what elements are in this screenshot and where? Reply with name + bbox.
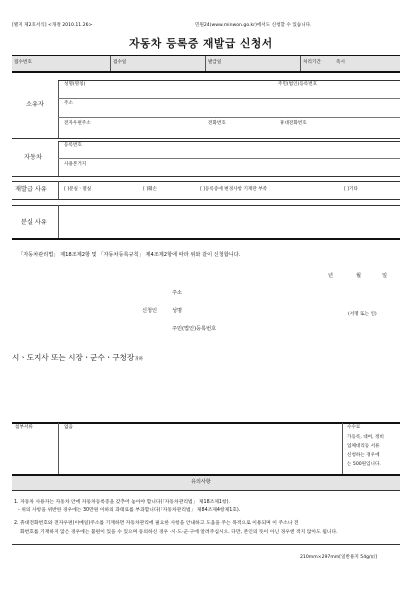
addressee-suffix: 귀하 xyxy=(134,357,144,362)
owner-id-field[interactable]: 주민(법인)등록번호 xyxy=(278,82,318,87)
date-year: 년 xyxy=(328,273,334,279)
online-note: 민원24(www.minwon.go.kr)에서도 신청할 수 있습니다. xyxy=(195,23,312,28)
notice-line-2b: 화번호를 기재하지 않은 경우에는 불편이 있을 수 있으며 동의하신 경우 ·시·도·군·구에 알려주십시오. 다만, 본인의 뜻이 아닌 경우엔 적지 않아도 됩니다. xyxy=(20,530,338,535)
loss-reason-input[interactable] xyxy=(60,207,398,236)
reason-other-checkbox[interactable]: [ ]기타 xyxy=(344,187,358,192)
owner-email-field[interactable]: 전자우편주소 xyxy=(64,121,91,126)
reason-insufficient-space-checkbox[interactable]: [ ]등록증에 변경사항 기재란 부족 xyxy=(200,187,268,192)
reason-lost-checkbox[interactable]: [ ]분실ㆍ멸실 xyxy=(64,187,92,192)
attachments-label: 첨부서류 xyxy=(15,425,33,430)
applicant-name-label: 성명 xyxy=(172,308,183,314)
processing-period-label: 처리기간 xyxy=(303,60,321,65)
form-number: [별지 제2호서식] <개정 2010.11.26> xyxy=(12,23,93,28)
reissue-reason-label: 재발급 사유 xyxy=(15,186,47,193)
owner-address-field[interactable]: 주소 xyxy=(64,101,73,106)
loss-reason-label: 분실 사유 xyxy=(21,219,47,226)
fee-line-1: 가등록, 대여, 정비 xyxy=(347,435,384,440)
addressee-line xyxy=(12,345,143,364)
owner-mobile-field[interactable]: 휴대전화번호 xyxy=(280,121,307,126)
receipt-date-label: 접수일 xyxy=(113,60,127,65)
date-day: 일 xyxy=(382,273,388,279)
processing-period-value: 즉시 xyxy=(336,60,345,65)
date-month: 월 xyxy=(356,273,362,279)
vehicle-storage-field[interactable]: 사용본거지 xyxy=(64,162,87,167)
paper-size-note: 210mm×297mm[일반용지 54g/㎡] xyxy=(300,555,377,560)
applicant-id-label: 주민(법인)등록번호 xyxy=(172,326,217,332)
applicant-address-label: 주소 xyxy=(172,290,183,296)
form-title: 자동차 등록증 재발급 신청서 xyxy=(129,37,273,50)
applicant-role-label: 신청인 xyxy=(142,308,158,314)
notice-line-1b: - 위의 사항을 위반한 경우에는 30만원 이하의 과태료를 부과합니다(「자동차관리법」 제84조제4항제1호). xyxy=(18,508,241,513)
attachments-value: 없음 xyxy=(64,425,73,430)
vehicle-section-label: 자동차 xyxy=(24,154,42,161)
notice-title: 유의사항 xyxy=(191,479,211,485)
statement-text: 「자동차관리법」 제18조제2항 및 「자동차등록규칙」 제4조제2항에 따라 위와 같이 신청합니다. xyxy=(18,252,241,258)
issue-date-label: 발급일 xyxy=(208,60,222,65)
fee-title: 수수료 xyxy=(347,425,361,430)
fee-line-4: 는 500원입니다. xyxy=(347,462,381,467)
owner-section-label: 소유자 xyxy=(26,101,44,108)
signature-note: (서명 또는 인) xyxy=(348,312,377,317)
notice-line-2: 2. 휴대전화번호와 전자우편(이메일)주소를 기재하면 자동차관리에 필요한 사항을 안내하고 도움을 주는 목적으로 이용되며 이 주소나 전 xyxy=(14,521,299,526)
owner-phone-field[interactable]: 전화번호 xyxy=(208,121,226,126)
owner-name-field[interactable]: 성명(명칭) xyxy=(64,82,86,87)
fee-line-2: 업체대리등 서류 xyxy=(347,444,380,449)
fee-line-3: 신청하는 경우에 xyxy=(347,453,380,458)
notice-line-1: 1. 자동차 사용자는 자동차 안에 자동차등록증을 갖추어 놓아야 합니다(「자동차관리법」 제18조제1항). xyxy=(14,500,231,505)
receipt-number-label: 접수번호 xyxy=(14,60,32,65)
vehicle-reg-number-field[interactable]: 등록번호 xyxy=(64,143,82,148)
addressee-text: 시ㆍ도지사 또는 시장ㆍ군수ㆍ구청장 xyxy=(12,353,135,362)
reason-damaged-checkbox[interactable]: [ ]훼손 xyxy=(143,187,157,192)
